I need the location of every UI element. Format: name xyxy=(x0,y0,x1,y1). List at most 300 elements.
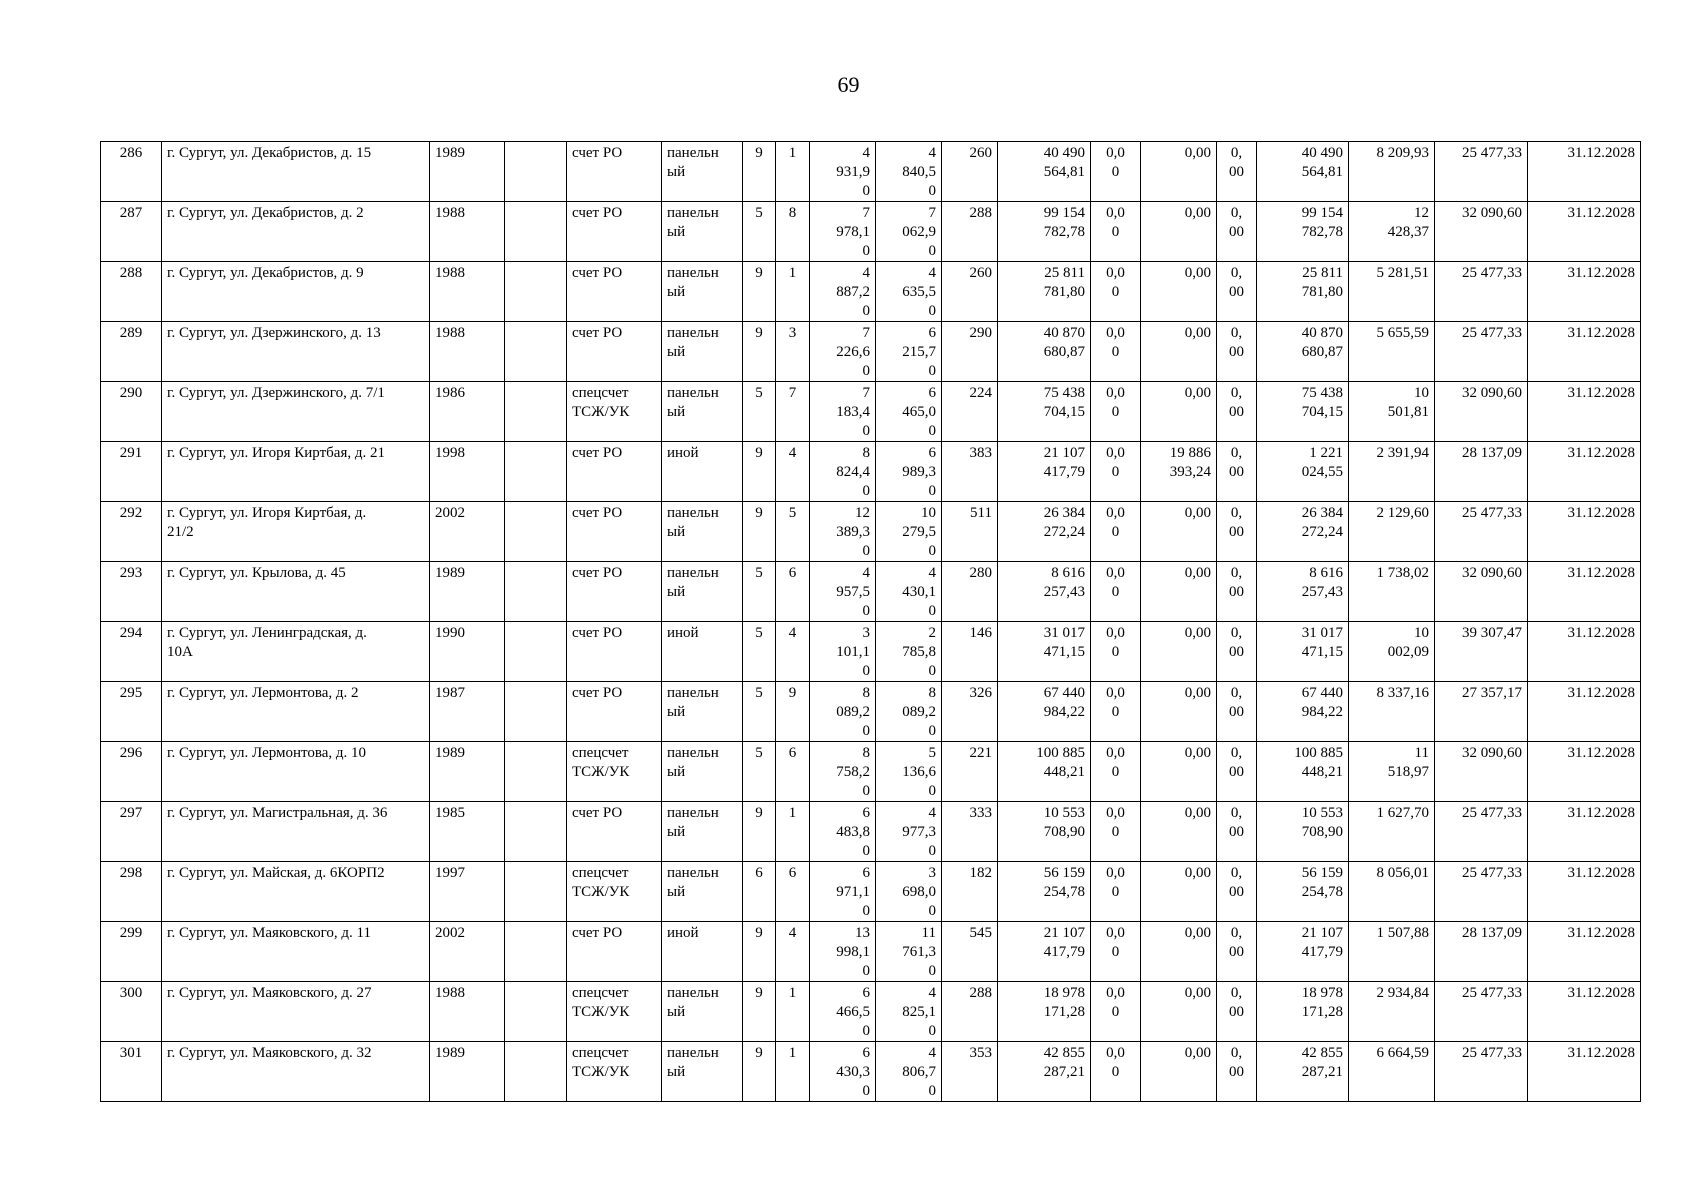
deadline-date-cell: 31.12.2028 xyxy=(1528,142,1641,202)
living-area-cell: 4 806,7 0 xyxy=(876,1042,942,1102)
row-number-cell: 294 xyxy=(101,622,162,682)
total-cost-cell: 42 855 287,21 xyxy=(998,1042,1091,1102)
cost-cell: 0,00 xyxy=(1141,262,1217,322)
empty-cell xyxy=(505,862,567,922)
cost-cell: 26 384 272,24 xyxy=(1257,502,1349,562)
total-cost-cell: 26 384 272,24 xyxy=(998,502,1091,562)
residents-cell: 290 xyxy=(942,322,998,382)
empty-cell xyxy=(505,382,567,442)
max-unit-cost-cell: 25 477,33 xyxy=(1435,1042,1528,1102)
address-cell: г. Сургут, ул. Ленинградская, д. 10А xyxy=(162,622,430,682)
cost-cell: 42 855 287,21 xyxy=(1257,1042,1349,1102)
table-row xyxy=(101,982,1641,1042)
table-row xyxy=(101,142,1641,202)
row-number-cell: 289 xyxy=(101,322,162,382)
cost-cell: 0,0 0 xyxy=(1091,802,1141,862)
address-cell: г. Сургут, ул. Майская, д. 6КОРП2 xyxy=(162,862,430,922)
address-cell: г. Сургут, ул. Дзержинского, д. 13 xyxy=(162,322,430,382)
address-cell: г. Сургут, ул. Декабристов, д. 2 xyxy=(162,202,430,262)
floors-cell: 5 xyxy=(743,742,776,802)
cost-cell: 0,0 0 xyxy=(1091,862,1141,922)
empty-cell xyxy=(505,502,567,562)
max-unit-cost-cell: 32 090,60 xyxy=(1435,382,1528,442)
cost-cell: 0,00 xyxy=(1141,502,1217,562)
entrances-cell: 6 xyxy=(776,562,810,622)
total-area-cell: 6 971,1 0 xyxy=(810,862,876,922)
row-number-cell: 287 xyxy=(101,202,162,262)
year-cell: 2002 xyxy=(430,922,505,982)
row-number-cell: 296 xyxy=(101,742,162,802)
cost-cell: 0,0 0 xyxy=(1091,1042,1141,1102)
cost-cell: 0,0 0 xyxy=(1091,742,1141,802)
total-cost-cell: 8 616 257,43 xyxy=(998,562,1091,622)
table-row xyxy=(101,1042,1641,1102)
total-cost-cell: 99 154 782,78 xyxy=(998,202,1091,262)
total-cost-cell: 25 811 781,80 xyxy=(998,262,1091,322)
fund-method-cell: спецсчет ТСЖ/УК xyxy=(567,862,662,922)
max-unit-cost-cell: 28 137,09 xyxy=(1435,922,1528,982)
floors-cell: 9 xyxy=(743,1042,776,1102)
fund-method-cell: спецсчет ТСЖ/УК xyxy=(567,742,662,802)
cost-cell: 0,00 xyxy=(1141,622,1217,682)
floors-cell: 5 xyxy=(743,682,776,742)
fund-method-cell: спецсчет ТСЖ/УК xyxy=(567,1042,662,1102)
cost-cell: 21 107 417,79 xyxy=(1257,922,1349,982)
year-cell: 1989 xyxy=(430,1042,505,1102)
residents-cell: 383 xyxy=(942,442,998,502)
year-cell: 1988 xyxy=(430,982,505,1042)
wall-material-cell: панельн ый xyxy=(662,802,743,862)
living-area-cell: 6 215,7 0 xyxy=(876,322,942,382)
total-area-cell: 6 466,5 0 xyxy=(810,982,876,1042)
max-unit-cost-cell: 39 307,47 xyxy=(1435,622,1528,682)
total-area-cell: 13 998,1 0 xyxy=(810,922,876,982)
cost-cell: 0,0 0 xyxy=(1091,142,1141,202)
deadline-date-cell: 31.12.2028 xyxy=(1528,622,1641,682)
residents-cell: 260 xyxy=(942,142,998,202)
empty-cell xyxy=(505,682,567,742)
entrances-cell: 3 xyxy=(776,322,810,382)
cost-cell: 75 438 704,15 xyxy=(1257,382,1349,442)
living-area-cell: 4 977,3 0 xyxy=(876,802,942,862)
deadline-date-cell: 31.12.2028 xyxy=(1528,802,1641,862)
living-area-cell: 7 062,9 0 xyxy=(876,202,942,262)
max-unit-cost-cell: 25 477,33 xyxy=(1435,802,1528,862)
living-area-cell: 8 089,2 0 xyxy=(876,682,942,742)
residents-cell: 260 xyxy=(942,262,998,322)
table-body xyxy=(101,142,1641,1102)
address-cell: г. Сургут, ул. Лермонтова, д. 10 xyxy=(162,742,430,802)
deadline-date-cell: 31.12.2028 xyxy=(1528,982,1641,1042)
cost-cell: 0, 00 xyxy=(1217,742,1257,802)
cost-cell: 67 440 984,22 xyxy=(1257,682,1349,742)
floors-cell: 9 xyxy=(743,442,776,502)
cost-cell: 0, 00 xyxy=(1217,862,1257,922)
floors-cell: 6 xyxy=(743,862,776,922)
housing-registry-table xyxy=(100,141,1641,1102)
table-row xyxy=(101,502,1641,562)
max-unit-cost-cell: 25 477,33 xyxy=(1435,262,1528,322)
table-row xyxy=(101,382,1641,442)
total-cost-cell: 75 438 704,15 xyxy=(998,382,1091,442)
cost-cell: 0,0 0 xyxy=(1091,502,1141,562)
table-row xyxy=(101,682,1641,742)
empty-cell xyxy=(505,1042,567,1102)
table-row xyxy=(101,742,1641,802)
living-area-cell: 4 430,1 0 xyxy=(876,562,942,622)
total-area-cell: 8 824,4 0 xyxy=(810,442,876,502)
wall-material-cell: иной xyxy=(662,442,743,502)
residents-cell: 326 xyxy=(942,682,998,742)
wall-material-cell: панельн ый xyxy=(662,502,743,562)
table-row xyxy=(101,322,1641,382)
cost-cell: 0, 00 xyxy=(1217,202,1257,262)
entrances-cell: 1 xyxy=(776,1042,810,1102)
total-cost-cell: 21 107 417,79 xyxy=(998,922,1091,982)
living-area-cell: 3 698,0 0 xyxy=(876,862,942,922)
fund-method-cell: счет РО xyxy=(567,622,662,682)
fund-method-cell: счет РО xyxy=(567,322,662,382)
residents-cell: 353 xyxy=(942,1042,998,1102)
residents-cell: 511 xyxy=(942,502,998,562)
address-cell: г. Сургут, ул. Маяковского, д. 27 xyxy=(162,982,430,1042)
cost-cell: 0, 00 xyxy=(1217,322,1257,382)
total-cost-cell: 67 440 984,22 xyxy=(998,682,1091,742)
year-cell: 1989 xyxy=(430,742,505,802)
living-area-cell: 6 465,0 0 xyxy=(876,382,942,442)
floors-cell: 9 xyxy=(743,142,776,202)
year-cell: 1998 xyxy=(430,442,505,502)
unit-cost-cell: 8 209,93 xyxy=(1349,142,1435,202)
living-area-cell: 10 279,5 0 xyxy=(876,502,942,562)
cost-cell: 0,0 0 xyxy=(1091,202,1141,262)
cost-cell: 0,00 xyxy=(1141,322,1217,382)
empty-cell xyxy=(505,562,567,622)
entrances-cell: 4 xyxy=(776,442,810,502)
address-cell: г. Сургут, ул. Декабристов, д. 15 xyxy=(162,142,430,202)
unit-cost-cell: 12 428,37 xyxy=(1349,202,1435,262)
table-row xyxy=(101,262,1641,322)
empty-cell xyxy=(505,922,567,982)
address-cell: г. Сургут, ул. Игоря Киртбая, д. 21/2 xyxy=(162,502,430,562)
table-row xyxy=(101,562,1641,622)
total-cost-cell: 10 553 708,90 xyxy=(998,802,1091,862)
residents-cell: 333 xyxy=(942,802,998,862)
unit-cost-cell: 1 507,88 xyxy=(1349,922,1435,982)
address-cell: г. Сургут, ул. Декабристов, д. 9 xyxy=(162,262,430,322)
unit-cost-cell: 2 934,84 xyxy=(1349,982,1435,1042)
year-cell: 1987 xyxy=(430,682,505,742)
max-unit-cost-cell: 32 090,60 xyxy=(1435,562,1528,622)
cost-cell: 0, 00 xyxy=(1217,622,1257,682)
total-area-cell: 6 430,3 0 xyxy=(810,1042,876,1102)
deadline-date-cell: 31.12.2028 xyxy=(1528,682,1641,742)
floors-cell: 5 xyxy=(743,562,776,622)
cost-cell: 0,00 xyxy=(1141,202,1217,262)
max-unit-cost-cell: 25 477,33 xyxy=(1435,982,1528,1042)
entrances-cell: 5 xyxy=(776,502,810,562)
cost-cell: 0,0 0 xyxy=(1091,982,1141,1042)
entrances-cell: 4 xyxy=(776,622,810,682)
total-area-cell: 4 931,9 0 xyxy=(810,142,876,202)
total-cost-cell: 31 017 471,15 xyxy=(998,622,1091,682)
row-number-cell: 286 xyxy=(101,142,162,202)
max-unit-cost-cell: 25 477,33 xyxy=(1435,142,1528,202)
row-number-cell: 292 xyxy=(101,502,162,562)
total-area-cell: 3 101,1 0 xyxy=(810,622,876,682)
year-cell: 1989 xyxy=(430,142,505,202)
year-cell: 1989 xyxy=(430,562,505,622)
max-unit-cost-cell: 27 357,17 xyxy=(1435,682,1528,742)
row-number-cell: 300 xyxy=(101,982,162,1042)
cost-cell: 56 159 254,78 xyxy=(1257,862,1349,922)
deadline-date-cell: 31.12.2028 xyxy=(1528,442,1641,502)
total-area-cell: 4 887,2 0 xyxy=(810,262,876,322)
year-cell: 1985 xyxy=(430,802,505,862)
row-number-cell: 301 xyxy=(101,1042,162,1102)
total-cost-cell: 40 870 680,87 xyxy=(998,322,1091,382)
row-number-cell: 298 xyxy=(101,862,162,922)
max-unit-cost-cell: 25 477,33 xyxy=(1435,862,1528,922)
cost-cell: 0, 00 xyxy=(1217,802,1257,862)
deadline-date-cell: 31.12.2028 xyxy=(1528,1042,1641,1102)
residents-cell: 288 xyxy=(942,202,998,262)
row-number-cell: 295 xyxy=(101,682,162,742)
empty-cell xyxy=(505,982,567,1042)
max-unit-cost-cell: 25 477,33 xyxy=(1435,322,1528,382)
wall-material-cell: иной xyxy=(662,922,743,982)
year-cell: 1988 xyxy=(430,322,505,382)
deadline-date-cell: 31.12.2028 xyxy=(1528,862,1641,922)
unit-cost-cell: 1 738,02 xyxy=(1349,562,1435,622)
year-cell: 1990 xyxy=(430,622,505,682)
cost-cell: 0, 00 xyxy=(1217,262,1257,322)
deadline-date-cell: 31.12.2028 xyxy=(1528,562,1641,622)
fund-method-cell: счет РО xyxy=(567,442,662,502)
cost-cell: 0,00 xyxy=(1141,982,1217,1042)
floors-cell: 9 xyxy=(743,802,776,862)
floors-cell: 9 xyxy=(743,322,776,382)
address-cell: г. Сургут, ул. Крылова, д. 45 xyxy=(162,562,430,622)
fund-method-cell: спецсчет ТСЖ/УК xyxy=(567,382,662,442)
unit-cost-cell: 5 655,59 xyxy=(1349,322,1435,382)
cost-cell: 0,00 xyxy=(1141,562,1217,622)
cost-cell: 100 885 448,21 xyxy=(1257,742,1349,802)
year-cell: 1986 xyxy=(430,382,505,442)
cost-cell: 0, 00 xyxy=(1217,982,1257,1042)
cost-cell: 0,0 0 xyxy=(1091,442,1141,502)
cost-cell: 0,00 xyxy=(1141,922,1217,982)
deadline-date-cell: 31.12.2028 xyxy=(1528,922,1641,982)
empty-cell xyxy=(505,202,567,262)
year-cell: 1988 xyxy=(430,202,505,262)
row-number-cell: 288 xyxy=(101,262,162,322)
cost-cell: 0, 00 xyxy=(1217,142,1257,202)
entrances-cell: 6 xyxy=(776,862,810,922)
residents-cell: 146 xyxy=(942,622,998,682)
max-unit-cost-cell: 25 477,33 xyxy=(1435,502,1528,562)
total-area-cell: 7 183,4 0 xyxy=(810,382,876,442)
cost-cell: 10 553 708,90 xyxy=(1257,802,1349,862)
cost-cell: 0, 00 xyxy=(1217,442,1257,502)
cost-cell: 0,00 xyxy=(1141,682,1217,742)
address-cell: г. Сургут, ул. Лермонтова, д. 2 xyxy=(162,682,430,742)
deadline-date-cell: 31.12.2028 xyxy=(1528,322,1641,382)
total-area-cell: 4 957,5 0 xyxy=(810,562,876,622)
fund-method-cell: счет РО xyxy=(567,562,662,622)
table-row xyxy=(101,442,1641,502)
entrances-cell: 1 xyxy=(776,802,810,862)
wall-material-cell: панельн ый xyxy=(662,322,743,382)
cost-cell: 0,00 xyxy=(1141,142,1217,202)
fund-method-cell: счет РО xyxy=(567,262,662,322)
cost-cell: 0,0 0 xyxy=(1091,922,1141,982)
empty-cell xyxy=(505,622,567,682)
residents-cell: 221 xyxy=(942,742,998,802)
cost-cell: 0,00 xyxy=(1141,1042,1217,1102)
unit-cost-cell: 8 337,16 xyxy=(1349,682,1435,742)
empty-cell xyxy=(505,802,567,862)
total-cost-cell: 18 978 171,28 xyxy=(998,982,1091,1042)
unit-cost-cell: 2 129,60 xyxy=(1349,502,1435,562)
total-area-cell: 12 389,3 0 xyxy=(810,502,876,562)
wall-material-cell: панельн ый xyxy=(662,1042,743,1102)
cost-cell: 1 221 024,55 xyxy=(1257,442,1349,502)
empty-cell xyxy=(505,262,567,322)
cost-cell: 0,0 0 xyxy=(1091,622,1141,682)
cost-cell: 31 017 471,15 xyxy=(1257,622,1349,682)
living-area-cell: 4 825,1 0 xyxy=(876,982,942,1042)
floors-cell: 5 xyxy=(743,382,776,442)
residents-cell: 224 xyxy=(942,382,998,442)
entrances-cell: 4 xyxy=(776,922,810,982)
total-cost-cell: 40 490 564,81 xyxy=(998,142,1091,202)
fund-method-cell: счет РО xyxy=(567,922,662,982)
cost-cell: 0,00 xyxy=(1141,382,1217,442)
row-number-cell: 297 xyxy=(101,802,162,862)
entrances-cell: 1 xyxy=(776,142,810,202)
wall-material-cell: панельн ый xyxy=(662,562,743,622)
residents-cell: 288 xyxy=(942,982,998,1042)
floors-cell: 9 xyxy=(743,262,776,322)
table-row xyxy=(101,922,1641,982)
total-cost-cell: 21 107 417,79 xyxy=(998,442,1091,502)
cost-cell: 0,0 0 xyxy=(1091,682,1141,742)
fund-method-cell: счет РО xyxy=(567,502,662,562)
fund-method-cell: счет РО xyxy=(567,682,662,742)
cost-cell: 0, 00 xyxy=(1217,502,1257,562)
address-cell: г. Сургут, ул. Дзержинского, д. 7/1 xyxy=(162,382,430,442)
unit-cost-cell: 1 627,70 xyxy=(1349,802,1435,862)
cost-cell: 8 616 257,43 xyxy=(1257,562,1349,622)
living-area-cell: 4 635,5 0 xyxy=(876,262,942,322)
entrances-cell: 1 xyxy=(776,982,810,1042)
residents-cell: 545 xyxy=(942,922,998,982)
year-cell: 1988 xyxy=(430,262,505,322)
row-number-cell: 293 xyxy=(101,562,162,622)
empty-cell xyxy=(505,742,567,802)
address-cell: г. Сургут, ул. Игоря Киртбая, д. 21 xyxy=(162,442,430,502)
entrances-cell: 7 xyxy=(776,382,810,442)
deadline-date-cell: 31.12.2028 xyxy=(1528,742,1641,802)
cost-cell: 0, 00 xyxy=(1217,922,1257,982)
row-number-cell: 299 xyxy=(101,922,162,982)
empty-cell xyxy=(505,142,567,202)
fund-method-cell: спецсчет ТСЖ/УК xyxy=(567,982,662,1042)
deadline-date-cell: 31.12.2028 xyxy=(1528,382,1641,442)
living-area-cell: 11 761,3 0 xyxy=(876,922,942,982)
cost-cell: 0,00 xyxy=(1141,742,1217,802)
total-area-cell: 7 978,1 0 xyxy=(810,202,876,262)
address-cell: г. Сургут, ул. Маяковского, д. 32 xyxy=(162,1042,430,1102)
floors-cell: 9 xyxy=(743,502,776,562)
total-area-cell: 8 758,2 0 xyxy=(810,742,876,802)
deadline-date-cell: 31.12.2028 xyxy=(1528,262,1641,322)
cost-cell: 99 154 782,78 xyxy=(1257,202,1349,262)
max-unit-cost-cell: 32 090,60 xyxy=(1435,202,1528,262)
address-cell: г. Сургут, ул. Магистральная, д. 36 xyxy=(162,802,430,862)
table-row xyxy=(101,202,1641,262)
residents-cell: 280 xyxy=(942,562,998,622)
unit-cost-cell: 10 002,09 xyxy=(1349,622,1435,682)
cost-cell: 0, 00 xyxy=(1217,1042,1257,1102)
wall-material-cell: иной xyxy=(662,622,743,682)
total-area-cell: 8 089,2 0 xyxy=(810,682,876,742)
cost-cell: 0,00 xyxy=(1141,802,1217,862)
floors-cell: 9 xyxy=(743,982,776,1042)
deadline-date-cell: 31.12.2028 xyxy=(1528,502,1641,562)
row-number-cell: 290 xyxy=(101,382,162,442)
entrances-cell: 8 xyxy=(776,202,810,262)
wall-material-cell: панельн ый xyxy=(662,982,743,1042)
living-area-cell: 2 785,8 0 xyxy=(876,622,942,682)
cost-cell: 40 490 564,81 xyxy=(1257,142,1349,202)
total-cost-cell: 100 885 448,21 xyxy=(998,742,1091,802)
cost-cell: 18 978 171,28 xyxy=(1257,982,1349,1042)
cost-cell: 0,00 xyxy=(1141,862,1217,922)
cost-cell: 19 886 393,24 xyxy=(1141,442,1217,502)
cost-cell: 0,0 0 xyxy=(1091,382,1141,442)
floors-cell: 5 xyxy=(743,202,776,262)
unit-cost-cell: 10 501,81 xyxy=(1349,382,1435,442)
table-row xyxy=(101,622,1641,682)
total-area-cell: 7 226,6 0 xyxy=(810,322,876,382)
living-area-cell: 6 989,3 0 xyxy=(876,442,942,502)
wall-material-cell: панельн ый xyxy=(662,142,743,202)
empty-cell xyxy=(505,322,567,382)
address-cell: г. Сургут, ул. Маяковского, д. 11 xyxy=(162,922,430,982)
deadline-date-cell: 31.12.2028 xyxy=(1528,202,1641,262)
year-cell: 2002 xyxy=(430,502,505,562)
wall-material-cell: панельн ый xyxy=(662,742,743,802)
entrances-cell: 6 xyxy=(776,742,810,802)
year-cell: 1997 xyxy=(430,862,505,922)
fund-method-cell: счет РО xyxy=(567,142,662,202)
total-area-cell: 6 483,8 0 xyxy=(810,802,876,862)
cost-cell: 0,0 0 xyxy=(1091,262,1141,322)
wall-material-cell: панельн ый xyxy=(662,862,743,922)
fund-method-cell: счет РО xyxy=(567,202,662,262)
max-unit-cost-cell: 28 137,09 xyxy=(1435,442,1528,502)
cost-cell: 0, 00 xyxy=(1217,382,1257,442)
living-area-cell: 5 136,6 0 xyxy=(876,742,942,802)
unit-cost-cell: 8 056,01 xyxy=(1349,862,1435,922)
cost-cell: 0, 00 xyxy=(1217,562,1257,622)
cost-cell: 0,0 0 xyxy=(1091,322,1141,382)
wall-material-cell: панельн ый xyxy=(662,202,743,262)
floors-cell: 9 xyxy=(743,922,776,982)
cost-cell: 25 811 781,80 xyxy=(1257,262,1349,322)
